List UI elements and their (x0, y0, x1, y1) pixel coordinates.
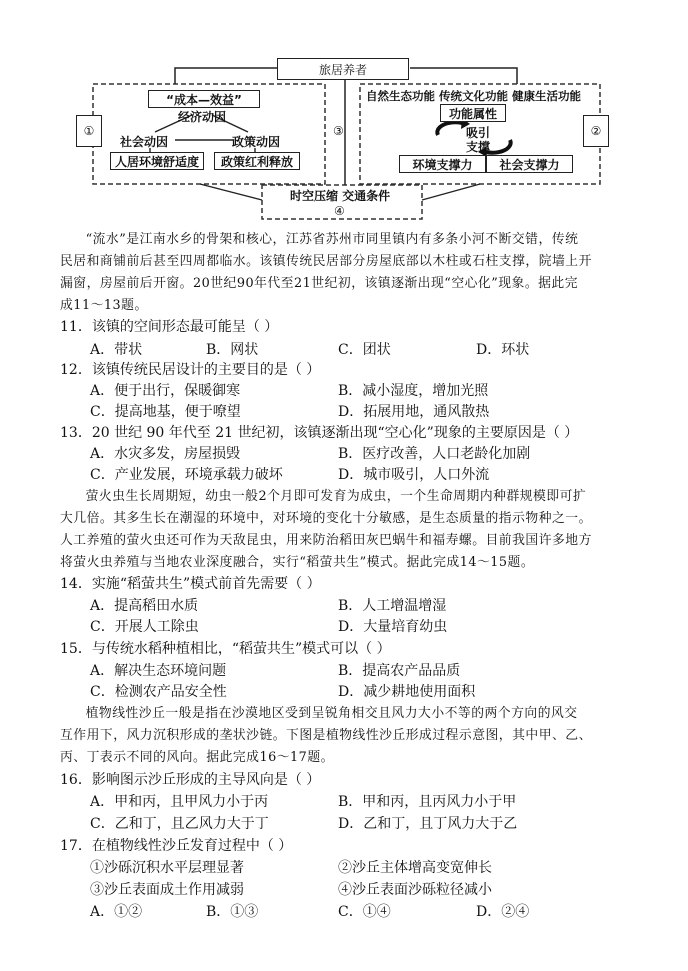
question-17: 17．在植物线性沙丘发育过程中（ ） (60, 838, 293, 854)
economic-motive: 经济动因 (178, 110, 227, 124)
policy-bonus-box (214, 152, 300, 170)
q17-option-a[interactable]: A．①② (90, 904, 143, 920)
passage-1-line-3: 漏窗，房屋前后开窗。20世纪90年代至21世纪初，该镇逐渐出现“空心化”现象。据此完 (60, 276, 579, 291)
cost-benefit-box (148, 90, 260, 108)
passage-2-line-2: 大几倍。其多生长在潮湿的环境中，对环境的变化十分敏感，是生态质量的指示物种之一。 (60, 511, 592, 526)
question-12: 12．该镇传统民居设计的主要目的是（ ） (60, 362, 321, 378)
question-11: 11．该镇的空间形态最可能呈（ ） (60, 319, 279, 335)
q15-option-d[interactable]: D．减少耕地使用面积 (338, 684, 476, 700)
attract-label: 吸引 (466, 126, 491, 140)
q17-statement-2: ②沙丘主体增高变宽伸长 (338, 860, 492, 876)
policy-bonus-label: 政策红利释放 (220, 154, 293, 169)
passage-3-line-2: 互作用下，风力沉积形成的垄状沙链。下图是植物线性沙丘形成过程示意图，其中甲、乙、 (60, 728, 592, 743)
q15-option-c[interactable]: C．检测农产品安全性 (90, 684, 227, 700)
q17-option-d[interactable]: D．②④ (476, 904, 530, 920)
soc-support-label: 社会支撑力 (499, 157, 560, 172)
q14-option-b[interactable]: B．人工增温增湿 (338, 598, 447, 614)
q16-option-a[interactable]: A．甲和丙，且甲风力小于丙 (90, 794, 269, 810)
q17-statement-4: ④沙丘表面沙砾粒径减小 (338, 882, 492, 898)
top-box (277, 58, 409, 80)
q14-option-c[interactable]: C．开展人工除虫 (90, 619, 199, 635)
top-label: 旅居养者 (318, 62, 367, 77)
circle-4: ④ (334, 204, 345, 218)
q13-option-b[interactable]: B．医疗改善，人口老龄化加剧 (338, 446, 531, 462)
passage-3-line-1: 植物线性沙丘一般是指在沙漠地区受到呈锐角相交且风力大小不等的两个方向的风交 (85, 706, 578, 721)
q16-option-c[interactable]: C．乙和丁，且乙风力大于丁 (90, 816, 269, 832)
circle-3: ③ (333, 124, 344, 138)
circle-2: ② (590, 124, 602, 138)
env-support-box (399, 155, 486, 173)
q17-option-b[interactable]: B．①③ (206, 904, 259, 920)
question-14: 14．实施“稻萤共生”模式前首先需要（ ） (60, 576, 321, 592)
q16-option-d[interactable]: D．乙和丁，且丁风力大于乙 (338, 816, 518, 832)
q15-option-b[interactable]: B．提高农产品品质 (338, 663, 461, 679)
q12-option-a[interactable]: A．便于出行，保暖御寒 (90, 383, 241, 399)
q11-option-a[interactable]: A．带状 (90, 342, 143, 358)
q12-option-c[interactable]: C．提高地基，便于嘹望 (90, 404, 241, 420)
q13-option-d[interactable]: D．城市吸引，人口外流 (338, 467, 490, 483)
living-label: 人居环境舒适度 (114, 154, 199, 169)
living-box (110, 152, 204, 170)
q17-statement-1: ①沙砾沉积水平层理显著 (90, 860, 244, 876)
circle-1: ① (83, 124, 95, 138)
q11-option-d[interactable]: D．环状 (476, 342, 530, 358)
concept-diagram (0, 0, 688, 225)
circle-1-box (76, 115, 102, 147)
support-label: 支撑 (466, 140, 491, 154)
policy-motive: 政策动因 (232, 135, 281, 149)
q12-option-b[interactable]: B．减小湿度，增加光照 (338, 383, 489, 399)
question-15: 15．与传统水稻种植相比，“稻萤共生”模式可以（ ） (60, 641, 391, 657)
question-13: 13．20 世纪 90 年代至 21 世纪初，该镇逐渐出现“空心化”现象的主要原因是（ ） (60, 425, 579, 441)
circle-2-box (583, 115, 609, 147)
passage-1-line-2: 民居和商铺前后甚至四周都临水。该镇传统民居部分房屋底部以木柱或石柱支撑，院墙上开 (60, 254, 592, 269)
env-support-label: 环境支撑力 (412, 157, 473, 172)
q11-option-b[interactable]: B．网状 (206, 342, 259, 358)
question-16: 16．影响图示沙丘形成的主导风向是（ ） (60, 772, 321, 788)
passage-2-line-1: 萤火虫生长周期短，幼虫一般2个月即可发育为成虫，一个生命周期内种群规模即可扩 (85, 489, 587, 504)
soc-support-box (486, 155, 573, 173)
q17-statement-3: ③沙丘表面成土作用减弱 (90, 882, 244, 898)
function-list: 自然生态功能 传统文化功能 健康生活功能 (366, 89, 582, 103)
function-attr-box (440, 104, 506, 122)
passage-2-line-4: 将萤火虫养殖与当地农业深度融合，实行“稻萤共生”模式。据此完成14～15题。 (60, 555, 535, 570)
cost-benefit-label: “成本—效益” (166, 92, 242, 107)
q13-option-a[interactable]: A．水灾多发，房屋损毁 (90, 446, 241, 462)
q15-option-a[interactable]: A．解决生态环境问题 (90, 663, 227, 679)
social-motive: 社会动因 (120, 135, 169, 149)
passage-1-line-4: 成11～13题。 (60, 298, 148, 313)
function-attr-label: 功能属性 (448, 106, 497, 121)
passage-1-line-1: “流水”是江南水乡的骨架和核心，江苏省苏州市同里镇内有多条小河不断交错，传统 (85, 232, 579, 247)
q16-option-b[interactable]: B．甲和丙，且丙风力小于甲 (338, 794, 517, 810)
q13-option-c[interactable]: C．产业发展，环境承载力破坏 (90, 467, 283, 483)
q14-option-d[interactable]: D．大量培育幼虫 (338, 619, 448, 635)
passage-3-line-3: 丙、丁表示不同的风向。据此完成16～17题。 (60, 750, 334, 765)
q17-option-c[interactable]: C．①④ (338, 904, 391, 920)
passage-2-line-3: 人工养殖的萤火虫还可作为天敌昆虫，用来防治稻田灰巴蜗牛和福寿螺。目前我国许多地方 (60, 533, 592, 548)
bottom-label: 时空压缩 交通条件 (290, 189, 391, 203)
q14-option-a[interactable]: A．提高稻田水质 (90, 598, 199, 614)
q11-option-c[interactable]: C．团状 (338, 342, 391, 358)
q12-option-d[interactable]: D．拓展用地，通风散热 (338, 404, 490, 420)
